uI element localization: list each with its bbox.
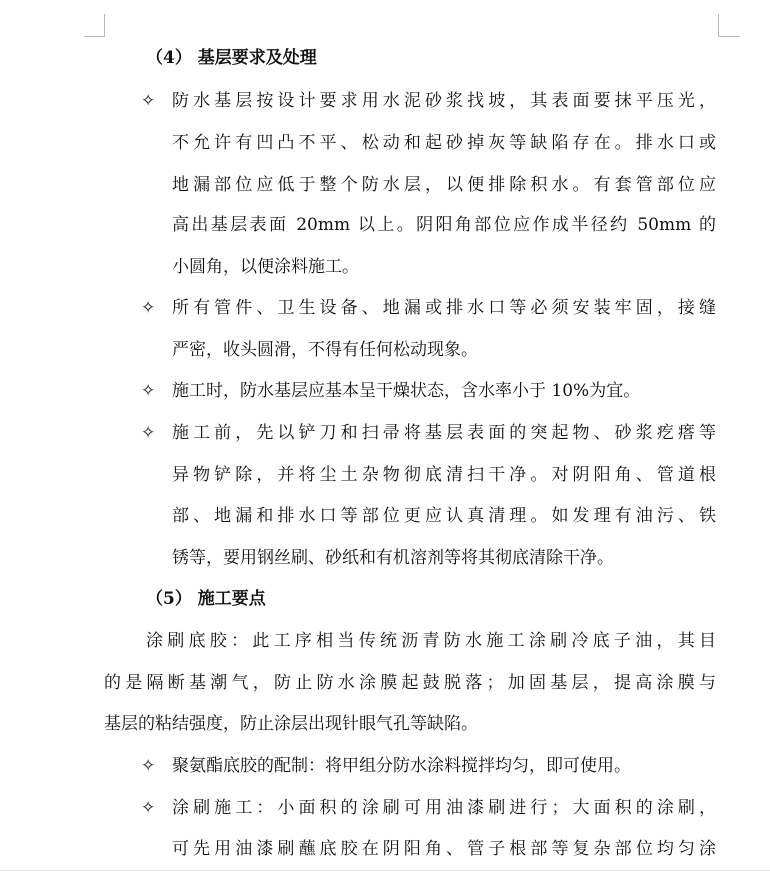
crop-mark-top-left-vertical bbox=[104, 14, 105, 37]
bullet-line: 地漏部位应低于整个防水层，以便排除积水。有套管部位应 bbox=[172, 175, 716, 195]
bullet-line: 部、地漏和排水口等部位更应认真清理。如发理有油污、铁 bbox=[172, 506, 716, 526]
section-heading-4: （4） 基层要求及处理 bbox=[146, 48, 317, 68]
bullet-line: 不允许有凹凸不平、松动和起砂掉灰等缺陷存在。排水口或 bbox=[172, 133, 716, 153]
crop-mark-top-right bbox=[718, 36, 740, 37]
page-bottom-edge bbox=[0, 870, 770, 871]
bullet-line: 防水基层按设计要求用水泥砂浆找坡，其表面要抹平压光， bbox=[172, 91, 716, 111]
bullet-diamond-icon: ✧ bbox=[141, 381, 156, 401]
paragraph-line: 涂刷底胶：此工序相当传统沥青防水施工涂刷冷底子油，其目 bbox=[146, 631, 716, 651]
crop-mark-top-right-vertical bbox=[718, 14, 719, 37]
bullet-line: 涂刷施工：小面积的涂刷可用油漆刷进行；大面积的涂刷， bbox=[172, 798, 716, 818]
paragraph-line: 基层的粘结强度，防止涂层出现针眼气孔等缺陷。 bbox=[104, 714, 478, 734]
bullet-line: 高出基层表面 20mm 以上。阴阳角部位应作成半径约 50mm 的 bbox=[172, 215, 716, 235]
bullet-line: 施工时，防水基层应基本呈干燥状态，含水率小于 10%为宜。 bbox=[172, 381, 641, 401]
section-heading-5: （5） 施工要点 bbox=[146, 589, 266, 609]
bullet-diamond-icon: ✧ bbox=[141, 798, 156, 818]
bullet-line: 可先用油漆刷蘸底胶在阴阳角、管子根部等复杂部位均匀涂 bbox=[172, 839, 716, 859]
bullet-line: 聚氨酯底胶的配制：将甲组分防水涂料搅拌均匀，即可使用。 bbox=[172, 756, 631, 776]
crop-mark-top-left bbox=[84, 36, 105, 37]
bullet-line: 锈等，要用钢丝刷、砂纸和有机溶剂等将其彻底清除干净。 bbox=[172, 548, 614, 568]
bullet-line: 严密，收头圆滑，不得有任何松动现象。 bbox=[172, 340, 478, 360]
bullet-diamond-icon: ✧ bbox=[141, 91, 156, 111]
bullet-diamond-icon: ✧ bbox=[141, 298, 156, 318]
paragraph-line: 的是隔断基潮气，防止防水涂膜起鼓脱落；加固基层，提高涂膜与 bbox=[104, 673, 716, 693]
bullet-line: 异物铲除，并将尘土杂物彻底清扫干净。对阴阳角、管道根 bbox=[172, 465, 716, 485]
bullet-diamond-icon: ✧ bbox=[141, 423, 156, 443]
bullet-diamond-icon: ✧ bbox=[141, 756, 156, 776]
bullet-line: 所有管件、卫生设备、地漏或排水口等必须安装牢固，接缝 bbox=[172, 298, 716, 318]
bullet-line: 小圆角，以便涂料施工。 bbox=[172, 257, 359, 277]
bullet-line: 施工前，先以铲刀和扫帚将基层表面的突起物、砂浆疙瘩等 bbox=[172, 423, 716, 443]
